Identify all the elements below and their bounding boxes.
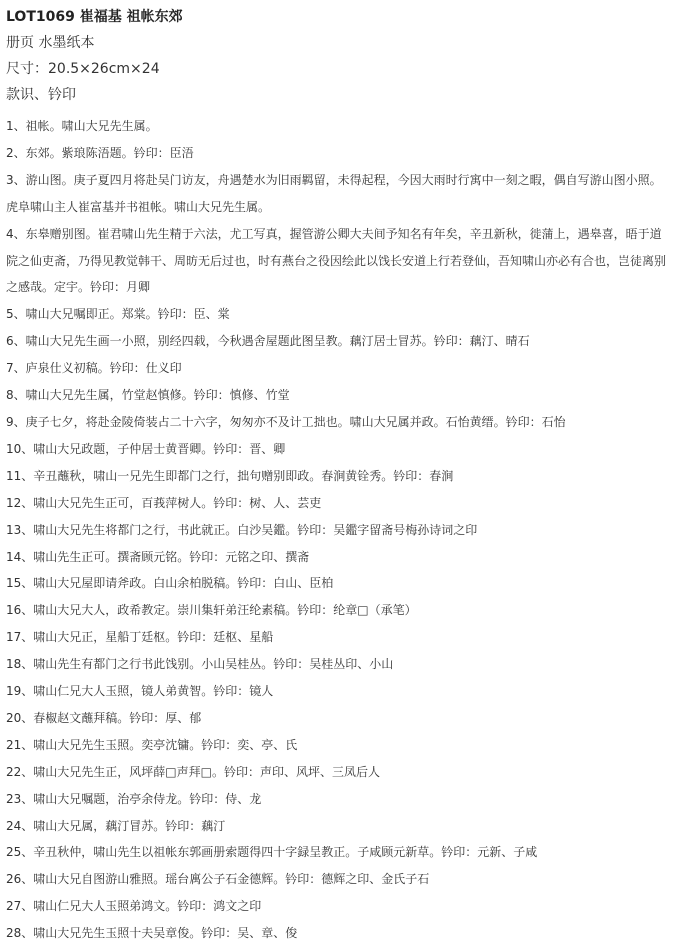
inscription-item-13: 13、啸山大兄先生将都门之行，书此就正。白沙吴鑑。钤印：吴鑑字留斋号梅孙诗词之印 (6, 522, 478, 537)
format-line: 册页 水墨纸本 (6, 35, 95, 51)
inscription-item-16: 16、啸山大兄大人，政希教定。崇川集轩弟汪纶素稿。钤印：纶章□（承笔） (6, 603, 417, 618)
inscription-item-25: 25、辛丑秋仲，啸山先生以祖帐东郭画册索题得四十字録呈教正。子咸顾元新草。钤印：元新、子咸 (6, 845, 538, 860)
inscription-item-9: 9、庚子七夕，将赴金陵倚装占二十六字，匆匆亦不及计工拙也。啸山大兄属并政。石怡黄缙。钤印：石怡 (6, 414, 566, 429)
inscription-item-27: 27、啸山仁兄大人玉照弟鸿文。钤印：鸿文之印 (6, 899, 262, 914)
inscription-item-10: 10、啸山大兄政题，子仲居士黄晋卿。钤印：晋、卿 (6, 441, 286, 456)
size-line: 尺寸：20.5×26cm×24 (6, 61, 160, 77)
inscription-item-24: 24、啸山大兄属，藕汀冒苏。钤印：藕汀 (6, 818, 226, 833)
inscription-item-8: 8、啸山大兄先生属，竹堂赵慎修。钤印：慎修、竹堂 (6, 388, 290, 403)
inscription-item-19: 19、啸山仁兄大人玉照，镜人弟黄智。钤印：镜人 (6, 684, 274, 699)
lot-title: LOT1069 崔福基 祖帐东郊 (6, 9, 183, 25)
inscription-item-7: 7、庐泉仕义初稿。钤印：仕义印 (6, 361, 182, 376)
inscription-item-18: 18、啸山先生有都门之行书此饯别。小山吴桂丛。钤印：吴桂丛印、小山 (6, 657, 394, 672)
inscription-item-22: 22、啸山大兄先生正，风坪薛□声拜□。钤印：声印、风坪、三凤后人 (6, 764, 380, 779)
inscription-item-5: 5、啸山大兄嘱即正。郑棠。钤印：臣、棠 (6, 307, 230, 322)
inscription-item-17: 17、啸山大兄正，星船丁廷枢。钤印：廷枢、星船 (6, 630, 274, 645)
inscription-item-11: 11、辛丑蘸秋，啸山一兄先生即都门之行，拙句赠别即政。春涧黄铨秀。钤印：春涧 (6, 468, 454, 483)
inscription-item-4: 4、东皋赠别图。崔君啸山先生精于六法，尤工写真，握管游公卿大夫间予知名有年矣，辛丑新秋，徙蒲上，遇皋喜，晤于道院之仙吏斋，乃得见教觉韩干、周昉无后过也，时有燕台之役因绘此以饯长安道上行若登仙，吾知啸山亦必有合也，岂徒离别之感哉。定宇。钤印：月卿 (6, 226, 667, 295)
inscription-item-21: 21、啸山大兄先生玉照。奕亭沈镛。钤印：奕、亭、氏 (6, 737, 298, 752)
inscription-item-26: 26、啸山大兄自图游山雅照。瑶台庽公子石金德辉。钤印：德辉之印、金氏子石 (6, 872, 430, 887)
inscription-item-20: 20、春椒赵文蘸拜稿。钤印：厚、郁 (6, 710, 202, 725)
inscription-item-1: 1、祖帐。啸山大兄先生属。 (6, 119, 158, 133)
inscription-item-14: 14、啸山先生正可。撰斋顾元铭。钤印：元铭之印、撰斋 (6, 549, 310, 564)
inscription-item-3: 3、游山图。庚子夏四月将赴吴门访友，舟遇楚水为旧雨羁留，未得起程，今因大雨时行寓中一刻之暇，偶自写游山图小照。虎阜啸山主人崔富基并书祖帐。啸山大兄先生属。 (6, 172, 662, 214)
section-heading: 款识、钤印 (6, 87, 76, 103)
inscription-item-28: 28、啸山大兄先生玉照十夫吴章俊。钤印：吴、章、俊 (6, 926, 298, 941)
inscription-item-23: 23、啸山大兄嘱题，治亭余侍龙。钤印：侍、龙 (6, 791, 262, 806)
inscription-item-12: 12、啸山大兄先生正可，百莪萍树人。钤印：树、人、芸吏 (6, 495, 322, 510)
inscription-item-2: 2、东郊。紫琅陈浯题。钤印：臣浯 (6, 145, 194, 160)
inscription-list (6, 113, 671, 947)
inscription-item-15: 15、啸山大兄屋即请斧政。白山余柏脱稿。钤印：白山、臣柏 (6, 576, 334, 591)
inscription-item-6: 6、啸山大兄先生画一小照，别经四载，今秋遇舍屋题此图呈教。藕汀居士冒苏。钤印：藕汀、晴石 (6, 334, 530, 349)
